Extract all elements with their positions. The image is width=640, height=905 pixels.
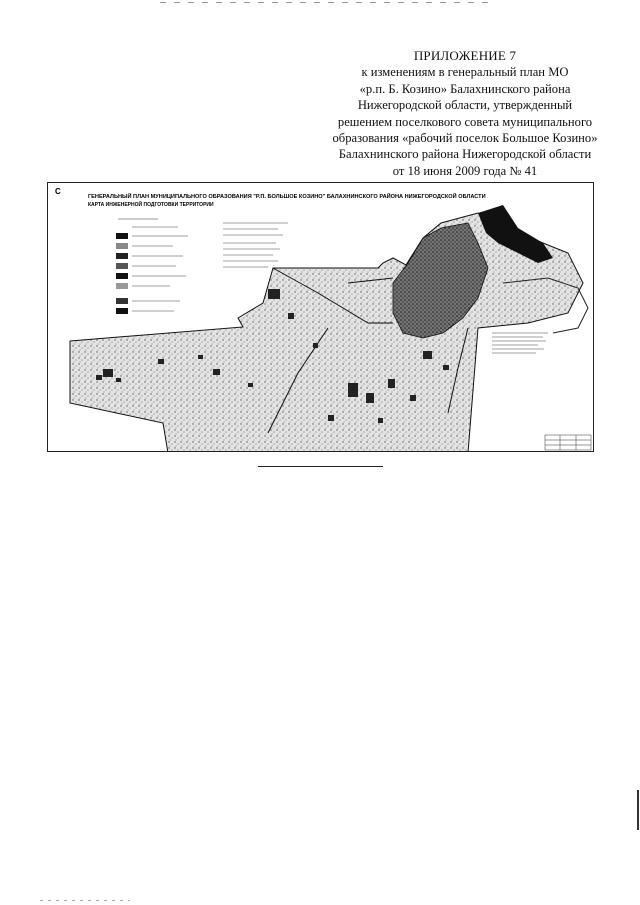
map-legend-middle: [223, 223, 288, 267]
scan-edge-right: [637, 790, 639, 830]
scan-edge-top: [160, 2, 490, 3]
heading-line-4: решением поселкового совета муниципального: [337, 114, 593, 129]
map-figure: [47, 182, 594, 452]
heading-line-1: к изменениям в генеральный план МО: [361, 65, 569, 80]
north-mark: С: [55, 187, 61, 196]
map-subtitle: КАРТА ИНЖЕНЕРНОЙ ПОДГОТОВКИ ТЕРРИТОРИИ: [88, 202, 214, 208]
appendix-title: ПРИЛОЖЕНИЕ 7: [413, 48, 517, 63]
map-title: ГЕНЕРАЛЬНЫЙ ПЛАН МУНИЦИПАЛЬНОГО ОБРАЗОВАНИЯ "Р.П. БОЛЬШОЕ КОЗИНО" БАЛАХНИНСКОГО РАЙОНА НИЖЕГОРОДСКОЙ ОБЛАСТИ: [88, 194, 486, 200]
document-heading: [300, 48, 630, 179]
divider-rule: [258, 466, 383, 467]
heading-line-2: «р.п. Б. Козино» Балахнинского района: [359, 81, 571, 96]
map-drawing: [48, 183, 594, 452]
heading-line-3: Нижегородской области, утвержденный: [357, 98, 573, 113]
stamp-block: [545, 435, 591, 450]
map-notes: [492, 333, 548, 353]
heading-line-6: Балахнинского района Нижегородской области: [338, 147, 592, 162]
heading-line-7: от 18 июня 2009 года № 41: [392, 163, 538, 178]
scan-edge-bottom: [40, 900, 130, 901]
heading-line-5: образования «рабочий поселок Большое Козино»: [332, 131, 598, 146]
map-legend-left: [116, 219, 188, 314]
territory-outline: [70, 213, 583, 452]
